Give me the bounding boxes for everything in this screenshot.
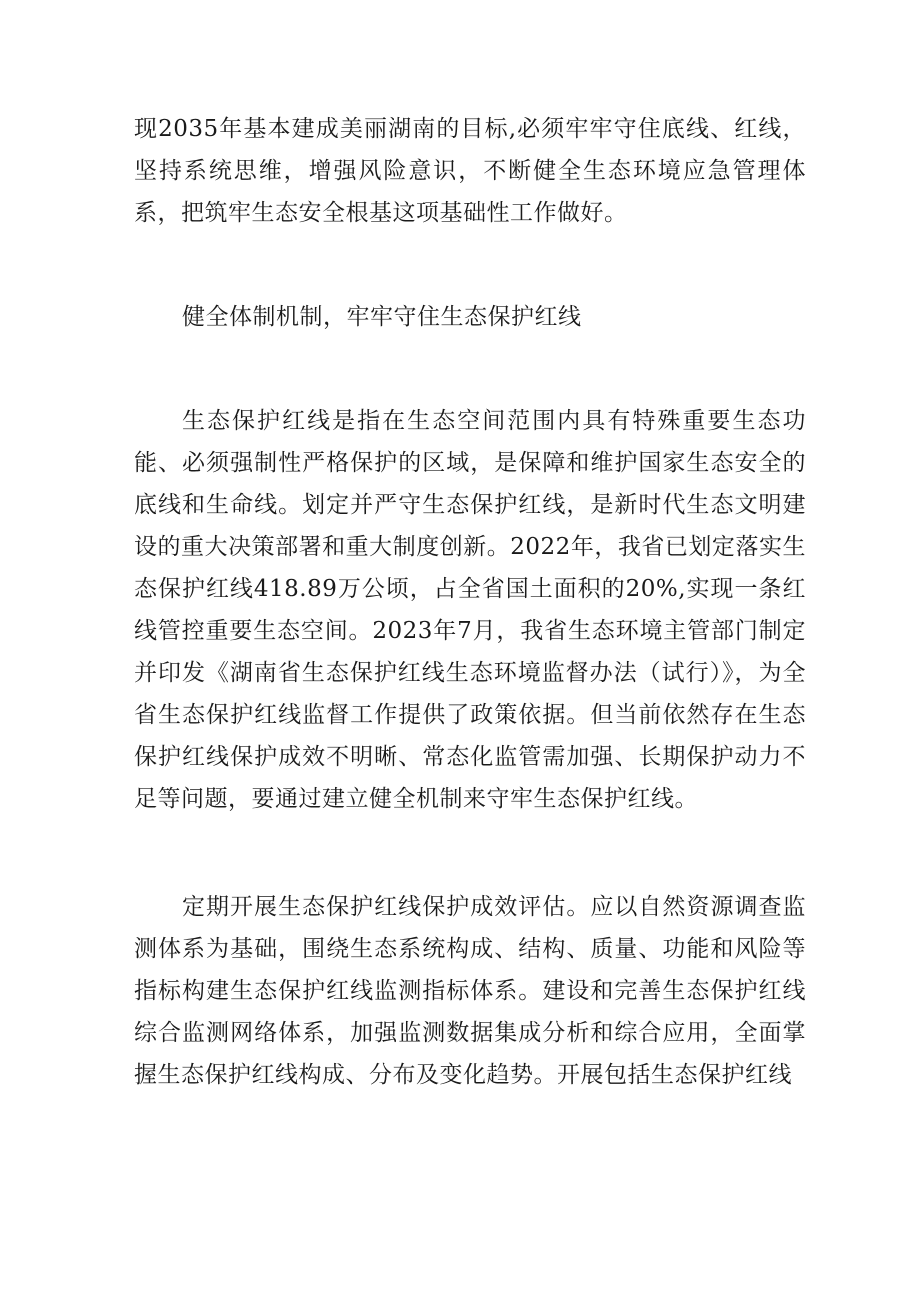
paragraph-intro: 现2035年基本建成美丽湖南的目标,必须牢牢守住底线、红线，坚持系统思维，增强风险意识，不断健全生态环境应急管理体系，把筑牢生态安全根基这项基础性工作做好。 [134,116,806,226]
document-body [134,108,806,1096]
paragraph-spacer [134,820,806,886]
paragraph-assessment: 定期开展生态保护红线保护成效评估。应以自然资源调查监测体系为基础，围绕生态系统构成、结构、质量、功能和风险等指标构建生态保护红线监测指标体系。建设和完善生态保护红线综合监测网络体系，加强监测数据集成分析和综合应用，全面掌握生态保护红线构成、分布及变化趋势。开展包括生态保护红线 [134,894,806,1088]
paragraph-spacer [134,234,806,296]
paragraph-red-line-definition: 生态保护红线是指在生态空间范围内具有特殊重要生态功能、必须强制性严格保护的区域，是保障和维护国家生态安全的底线和生命线。划定并严守生态保护红线，是新时代生态文明建设的重大决策部署和重大制度创新。2022年，我省已划定落实生态保护红线418.89万公顷，占全省国土面积的20%,实现一条红线管控重要生态空间。2023年7月，我省生态环境主管部门制定并印发《湖南省生态保护红线生态环境监督办法（试行）》，为全省生态保护红线监督工作提供了政策依据。但当前依然存在生态保护红线保护成效不明晰、常态化监管需加强、长期保护动力不足等问题，要通过建立健全机制来守牢生态保护红线。 [134,408,806,812]
section-heading: 健全体制机制，牢牢守住生态保护红线 [182,304,582,330]
paragraph-spacer [134,338,806,400]
